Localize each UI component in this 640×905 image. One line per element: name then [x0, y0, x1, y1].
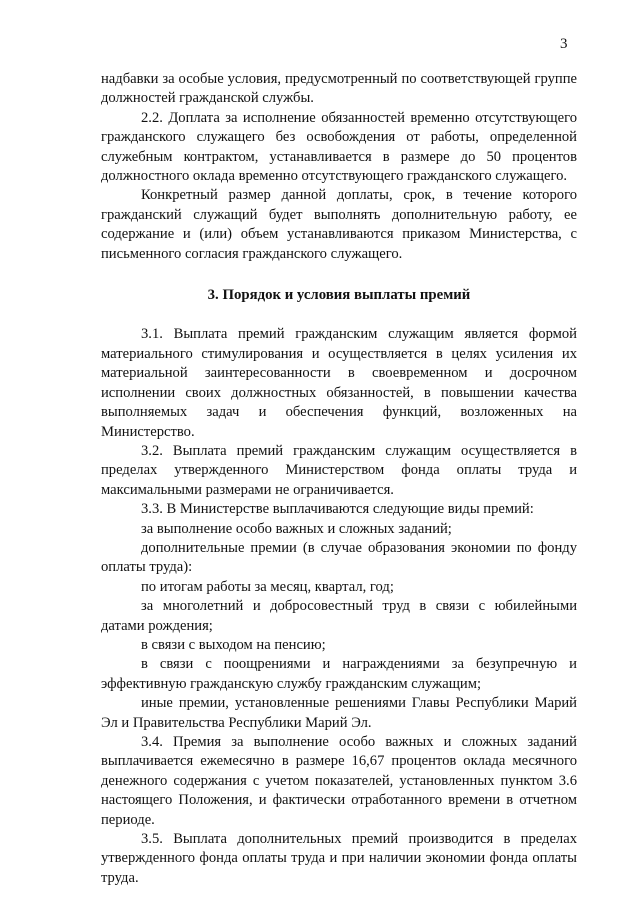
paragraph-after-10: 3.4. Премия за выполнение особо важных и сложных заданий выплачивается ежемесячно в размере 16,67 процентов оклада месячного денежного содержания с учетом показателей, установленных пунктом 3.6 настоящего Положения, и фактически отработанного времени в отчетном периоде.: [101, 734, 577, 828]
paragraph-after-1: 3.2. Выплата премий гражданским служащим осуществляется в пределах утвержденного Министерством фонда оплаты труда и максимальными размерами не ограничивается.: [101, 442, 577, 498]
paragraph-after-2: 3.3. В Министерстве выплачиваются следующие виды премий:: [141, 501, 534, 518]
page-number: 3: [560, 36, 568, 52]
paragraph-after-11: 3.5. Выплата дополнительных премий производится в пределах утвержденного фонда оплаты труда и при наличии экономии фонда оплаты труда.: [101, 831, 577, 886]
paragraph-after-6: за многолетний и добросовестный труд в связи с юбилейными датами рождения;: [101, 598, 577, 634]
paragraph-before-1: 2.2. Доплата за исполнение обязанностей временно отсутствующего гражданского служащего без освобождения от работы, определенной служебным контрактом, устанавливается в размере до 50 процентов должностного оклада временно отсутствующего гражданского служащего.: [101, 109, 577, 185]
document-body: [101, 70, 577, 888]
paragraph-after-0: 3.1. Выплата премий гражданским служащим является формой материального стимулирования и осуществляется в целях усиления их материальной заинтересованности в своевременном и досрочном исполнении своих должностных обязанностей, в повышении качества выполняемых задач и обеспечения функций, возложенных на Министерство.: [101, 326, 577, 440]
paragraph-after-5: по итогам работы за месяц, квартал, год;: [141, 578, 394, 595]
paragraph-after-7: в связи с выходом на пенсию;: [141, 636, 326, 653]
paragraph-after-9: иные премии, установленные решениями Главы Республики Марий Эл и Правительства Республики Марий Эл.: [101, 695, 577, 731]
paragraph-after-8: в связи с поощрениями и награждениями за безупречную и эффективную гражданскую службу гражданским служащим;: [101, 656, 577, 692]
section-heading: 3. Порядок и условия выплаты премий: [207, 287, 471, 304]
paragraph-after-3: за выполнение особо важных и сложных заданий;: [141, 520, 452, 537]
paragraph-after-4: дополнительные премии (в случае образования экономии по фонду оплаты труда):: [101, 539, 577, 576]
paragraph-before-2: Конкретный размер данной доплаты, срок, в течение которого гражданский служащий будет выполнять дополнительную работу, ее содержание и (или) объем устанавливаются приказом Министерства, с письменного согласия гражданского служащего.: [101, 187, 577, 262]
paragraph-before-0: надбавки за особые условия, предусмотренный по соответствующей группе должностей гражданской службы.: [101, 71, 577, 107]
